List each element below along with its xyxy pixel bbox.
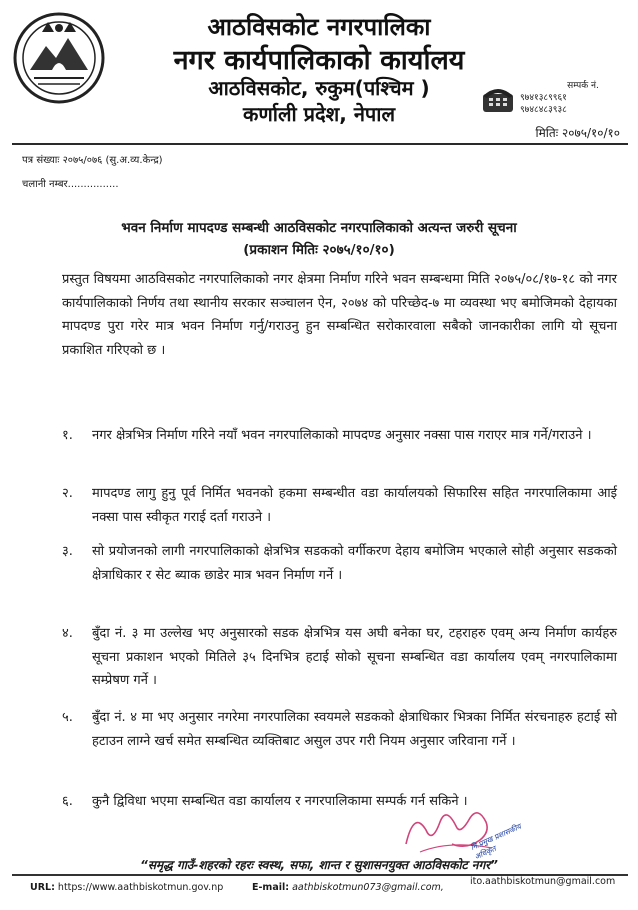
item-text: सो प्रयोजनको लागी नगरपालिकाको क्षेत्रभित्र सडकको वर्गीकरण देहाय बमोजिम भएकाले सोही अनुसार सडकको क्षेत्राधिकार र सेट ब्याक छाडेर मात्र भवन निर्माण गर्ने ।: [92, 544, 617, 583]
item-text: बुँदा नं. ३ मा उल्लेख भए अनुसारको सडक क्षेत्रभित्र यस अघी बनेका घर, टहराहरु एवम् अन्य निर्माण कार्यहरु सूचना प्रकाशन भएको मितिले ३५ दिनभित्र हटाई सोको सूचना सम्बन्धित वडा कार्यालय एवम् नगरपालिकामा सम्प्रेषण गर्ने ।: [92, 626, 617, 688]
item-number: १.: [62, 428, 73, 443]
contact-number-1: ९७४१३८९९६१: [520, 93, 567, 103]
contact-label: सम्पर्क नं.: [567, 81, 599, 91]
item-text: कुनै द्विविधा भएमा सम्बन्धित वडा कार्यालय र नगरपालिकामा सम्पर्क गर्न सकिने ।: [92, 794, 468, 809]
item-text: बुँदा नं. ४ मा भए अनुसार नगरेमा नगरपालिका स्वयमले सडकको क्षेत्राधिकार भित्रका निर्मित संरचनाहरु हटाई सो हटाउन लाग्ने खर्च समेत सम्बन्धित व्यक्तिबाट असुल उपर गरी नियम अनुसार जरिवाना गर्ने ।: [92, 710, 617, 749]
item-number: ४.: [62, 626, 73, 641]
email-label: E-mail:: [252, 882, 290, 893]
notice-intro-paragraph: प्रस्तुत विषयमा आठविसकोट नगरपालिकाको नगर क्षेत्रमा निर्माण गरिने भवन सम्बन्धमा मिति २०७५/०८/१७-१८ को नगर कार्यपालिकाको निर्णय तथा स्थानीय सरकार सञ्चालन ऐन, २०७४ को परिच्छेद-७ मा व्यवस्था भए बमोजिमको देहायका मापदण्ड पुरा गरेर मात्र भवन निर्माण गर्नु/गराउनु हुन सम्बन्धित सरोकारवाला सबैको जानकारीका लागि यो सूचना प्रकाशित गरिएको छ ।: [62, 272, 617, 358]
item-number: ५.: [62, 710, 73, 725]
notice-title: भवन निर्माण मापदण्ड सम्बन्धी आठविसकोट नगरपालिकाको अत्यन्त जरुरी सूचना: [121, 220, 517, 236]
header-divider: [12, 143, 628, 145]
website-link[interactable]: https://www.aathbiskotmun.gov.np: [57, 882, 224, 893]
office-name: नगर कार्यपालिकाको कार्यालय: [173, 45, 465, 76]
contact-number-2: ९७४८४८३९३८: [520, 105, 567, 115]
item-number: ६.: [62, 794, 73, 809]
notice-item: [62, 622, 617, 693]
email-link[interactable]: aathbiskotmun073@gmail.com,: [292, 882, 444, 893]
officer-stamp: नि.प्रमुख प्रशासकीय अधिकृत: [469, 821, 523, 862]
office-address: आठविसकोट, रुकुम(पश्चिम ): [208, 76, 430, 100]
item-number: २.: [62, 486, 73, 501]
notice-item: [62, 540, 617, 587]
contact-numbers: [520, 80, 632, 116]
item-number: ३.: [62, 544, 73, 559]
publication-date: (प्रकाशन मितिः २०७५/१०/१०): [243, 242, 395, 258]
notice-item: [62, 706, 617, 753]
dispatch-number: चलानी नम्बर................: [22, 179, 119, 190]
letter-date: मितिः २०७५/१०/१०: [535, 126, 620, 140]
website: [30, 882, 223, 893]
item-text: मापदण्ड लागु हुनु पूर्व निर्मित भवनको हकमा सम्बन्धीत वडा कार्यालयको सिफारिस सहित नगरपालिकामा आई नक्सा पास स्वीकृत गराई दर्ता गराउने ।: [92, 486, 617, 525]
reference-number: पत्र संख्याः २०७५/०७६ (सु.अ.व्य.केन्द्र): [22, 155, 163, 166]
municipality-emblem-logo: [12, 8, 106, 108]
notice-item: [62, 790, 617, 814]
item-text: नगर क्षेत्रभित्र निर्माण गरिने नयाँ भवन नगरपालिकाको मापदण्ड अनुसार नक्सा पास गराएर मात्र गर्ने/गराउने ।: [92, 428, 592, 443]
url-label: URL:: [30, 882, 55, 893]
province-country: कर्णाली प्रदेश, नेपाल: [242, 102, 396, 126]
footer-slogan: “समृद्ध गाउँ-शहरको रहरः स्वस्थ, सफा, शान्त र सुशासनयुक्त आठविसकोट नगर”: [140, 858, 498, 872]
notice-item: [62, 424, 617, 448]
notice-item: [62, 482, 617, 529]
email-info: [252, 882, 444, 893]
email-secondary-link[interactable]: ito.aathbiskotmun@gmail.com: [470, 876, 616, 887]
municipality-name: आठविसकोट नगरपालिका: [207, 13, 431, 41]
telephone-icon: [481, 84, 515, 114]
